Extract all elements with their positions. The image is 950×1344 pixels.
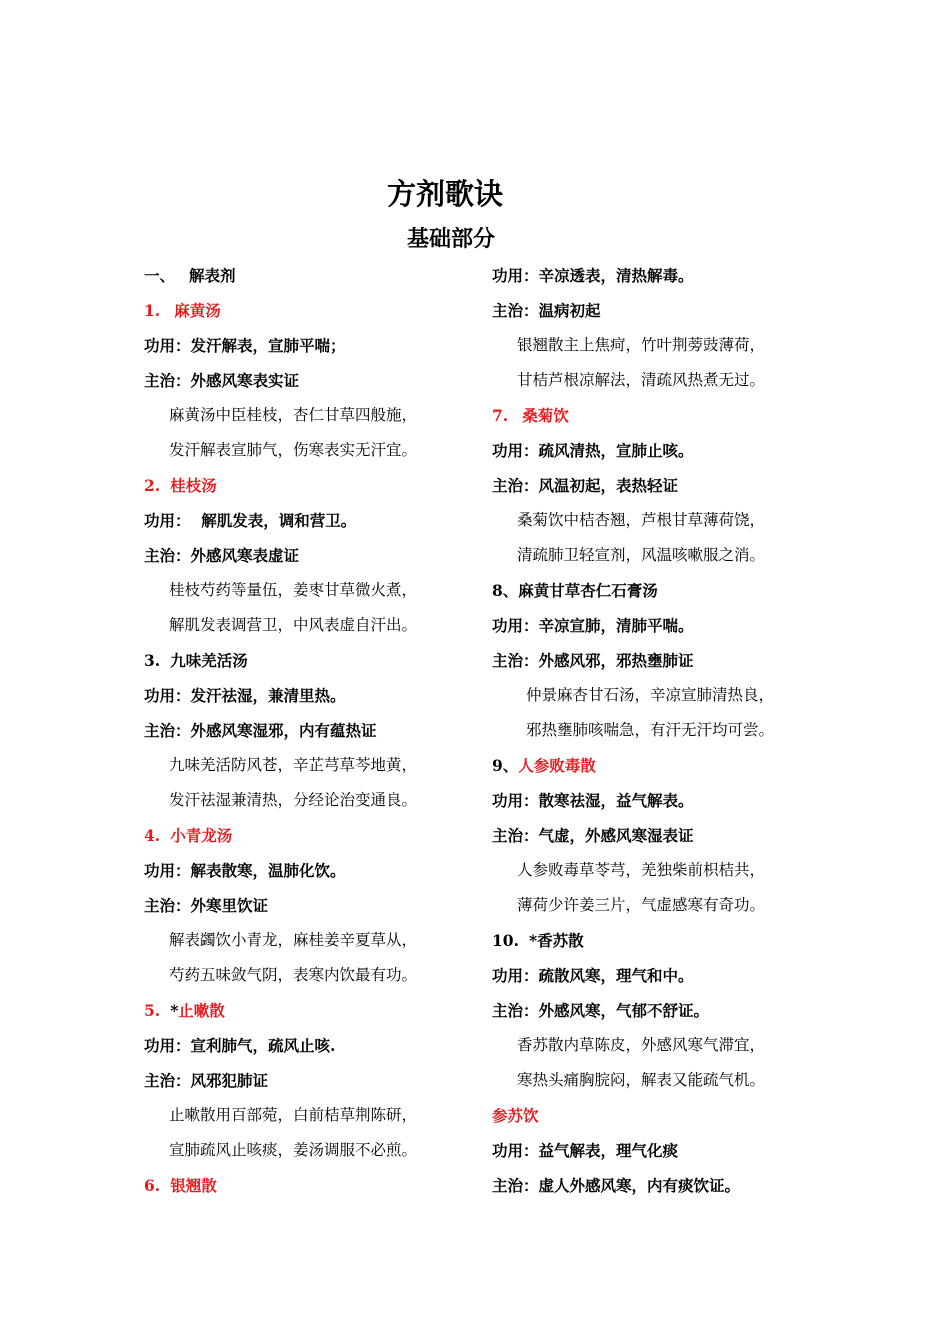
formula-heading <box>492 923 812 958</box>
formula-number: 2. <box>144 476 161 495</box>
verse-line: 仲景麻杏甘石汤，辛凉宣肺清热良， <box>526 686 775 704</box>
formula-heading <box>144 293 474 328</box>
verse-line: 芍药五味敛气阴，表寒内饮最有功。 <box>169 966 418 984</box>
formula-name: 人参败毒散 <box>518 756 596 775</box>
verse-line: 桑菊饮中桔杏翘，芦根甘草薄荷饶， <box>517 511 766 529</box>
formula-function: 功用：疏风清热，宣肺止咳。 <box>492 441 694 460</box>
formula-number: 6. <box>144 1176 161 1195</box>
formula-number: 1. <box>144 301 161 320</box>
formula-number: 10. <box>492 931 519 950</box>
formula-name: 麻黄汤 <box>174 301 221 320</box>
formula-heading <box>492 573 812 608</box>
formula-number: 9、 <box>492 756 519 775</box>
formula-heading <box>492 1098 812 1133</box>
verse-line: 银翘散主上焦疴，竹叶荆蒡豉薄荷， <box>517 336 766 354</box>
verse-line: 发汗解表宣肺气，伤寒表实无汗宜。 <box>169 441 418 459</box>
formula-function: 功用：发汗祛湿，兼清里热。 <box>144 686 346 705</box>
verse-line: 邪热壅肺咳喘急，有汗无汗均可尝。 <box>526 721 775 739</box>
formula-name: 麻黄甘草杏仁石膏汤 <box>518 581 658 600</box>
formula-indication: 主治：外感风寒，气郁不舒证。 <box>492 1001 710 1020</box>
formula-name: 银翘散 <box>170 1176 217 1195</box>
formula-name: 桑菊饮 <box>522 406 569 425</box>
formula-function: 功用：解表散寒，温肺化饮。 <box>144 861 346 880</box>
formula-name: 参苏饮 <box>492 1106 539 1125</box>
formula-heading <box>492 398 812 433</box>
formula-indication: 主治：风邪犯肺证 <box>144 1071 269 1090</box>
formula-function: 功用：疏散风寒，理气和中。 <box>492 966 694 985</box>
formula-number: 5. <box>144 1001 161 1020</box>
formula-indication: 主治：风温初起，表热轻证 <box>492 476 679 495</box>
formula-heading <box>144 1168 474 1203</box>
formula-name: 桂枝汤 <box>170 476 217 495</box>
formula-indication: 主治：虚人外感风寒，内有痰饮证。 <box>492 1176 741 1195</box>
formula-name: *香苏散 <box>528 931 584 950</box>
formula-heading <box>144 643 474 678</box>
formula-heading <box>492 748 812 783</box>
section-number: 一、 <box>144 266 176 285</box>
page-subtitle: 基础部分 <box>406 226 495 252</box>
formula-heading <box>144 468 474 503</box>
formula-function: 功用：宣利肺气，疏风止咳. <box>144 1036 336 1055</box>
verse-line: 解肌发表调营卫，中风表虚自汗出。 <box>169 616 418 634</box>
formula-number: 3. <box>144 651 161 670</box>
left-column <box>144 258 474 1203</box>
formula-number: 4. <box>144 826 161 845</box>
verse-line: 止嗽散用百部菀，白前桔草荆陈研， <box>169 1106 418 1124</box>
formula-star: * <box>170 1001 179 1020</box>
formula-indication: 主治：外寒里饮证 <box>144 896 269 915</box>
formula-heading <box>144 818 474 853</box>
formula-indication: 主治：外感风寒湿邪，内有蕴热证 <box>144 721 377 740</box>
formula-name: 小青龙汤 <box>170 826 233 845</box>
verse-line: 桂枝芍药等量伍，姜枣甘草微火煮， <box>169 581 418 599</box>
formula-indication: 主治：外感风邪，邪热壅肺证 <box>492 651 694 670</box>
formula-function: 功用：散寒祛湿，益气解表。 <box>492 791 694 810</box>
formula-number: 8、 <box>492 581 519 600</box>
formula-indication: 主治：外感风寒表实证 <box>144 371 300 390</box>
formula-function: 功用： 解肌发表，调和营卫。 <box>144 511 357 530</box>
verse-line: 清疏肺卫轻宣剂，风温咳嗽服之消。 <box>517 546 766 564</box>
formula-heading <box>144 993 474 1028</box>
formula-function: 功用：发汗解表，宣肺平喘； <box>144 336 346 355</box>
formula-indication: 主治：外感风寒表虚证 <box>144 546 300 565</box>
formula-function: 功用：辛凉宣肺，清肺平喘。 <box>492 616 694 635</box>
formula-indication: 主治：气虚，外感风寒湿表证 <box>492 826 694 845</box>
page-title: 方剂歌诀 <box>386 177 503 211</box>
verse-line: 甘桔芦根凉解法，清疏风热煮无过。 <box>517 371 766 389</box>
verse-line: 寒热头痛胸脘闷，解表又能疏气机。 <box>517 1071 766 1089</box>
section-title: 解表剂 <box>189 266 236 285</box>
verse-line: 发汗祛湿兼清热，分经论治变通良。 <box>169 791 418 809</box>
formula-name: 九味羌活汤 <box>170 651 248 670</box>
verse-line: 人参败毒草苓芎，羌独柴前枳桔共， <box>517 861 766 879</box>
verse-line: 麻黄汤中臣桂枝，杏仁甘草四般施， <box>169 406 418 424</box>
verse-line: 香苏散内草陈皮，外感风寒气滞宜， <box>517 1036 766 1054</box>
formula-function: 功用：益气解表，理气化痰 <box>492 1141 679 1160</box>
formula-function: 功用：辛凉透表，清热解毒。 <box>492 266 694 285</box>
right-column <box>492 258 812 1203</box>
section-heading <box>144 258 474 293</box>
formula-indication: 主治：温病初起 <box>492 301 601 320</box>
verse-line: 解表蠲饮小青龙，麻桂姜辛夏草从， <box>169 931 418 949</box>
formula-number: 7. <box>492 406 509 425</box>
formula-name: 止嗽散 <box>178 1001 225 1020</box>
verse-line: 宣肺疏风止咳痰，姜汤调服不必煎。 <box>169 1141 418 1159</box>
verse-line: 薄荷少许姜三片，气虚感寒有奇功。 <box>517 896 766 914</box>
verse-line: 九味羌活防风苍，辛芷芎草芩地黄， <box>169 756 418 774</box>
